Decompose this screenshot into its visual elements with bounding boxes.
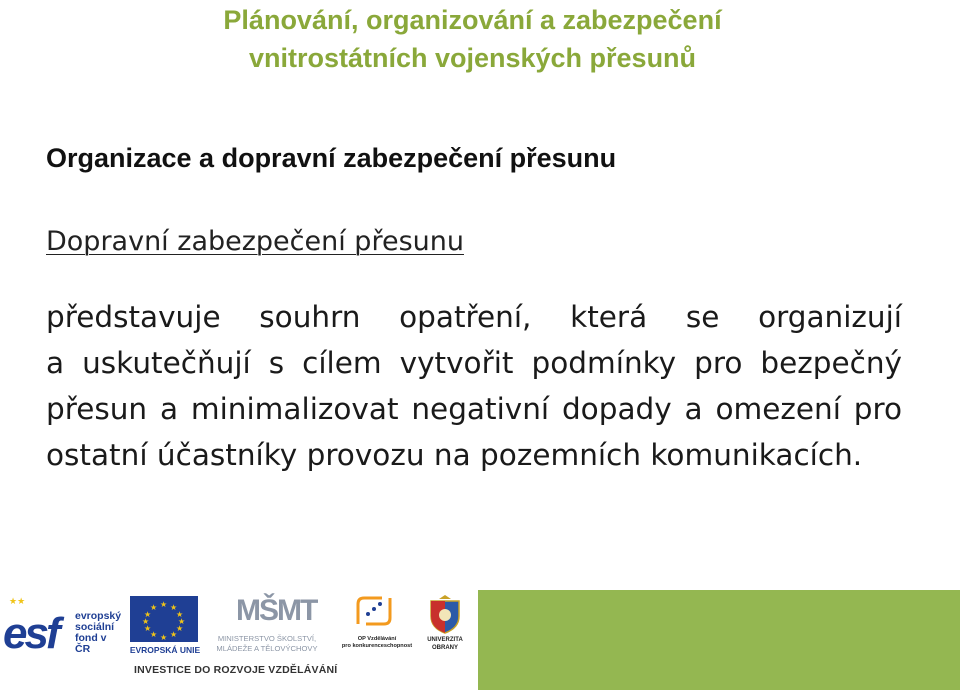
uo-caption-line: UNIVERZITA (427, 637, 463, 643)
eu-flag-icon: ★ ★ ★ ★ ★ ★ ★ ★ ★ ★ ★ ★ (130, 596, 198, 642)
op-logo-icon (354, 594, 394, 628)
slide-title-line-1: Plánování, organizování a zabezpečení (223, 5, 722, 35)
section-heading: Organizace a dopravní zabezpečení přesunu (46, 143, 617, 173)
esf-caption-line: sociální (75, 621, 115, 633)
op-caption-line: OP Vzdělávání (357, 636, 397, 642)
esf-caption-line: fond v ČR (75, 632, 107, 655)
esf-logo (3, 597, 123, 657)
msmt-caption (206, 634, 328, 654)
msmt-caption-line: MLÁDEŽE A TĚLOVÝCHOVY (216, 644, 318, 653)
paragraph-line: ostatní účastníky provozu na pozemních komunikacích. (46, 438, 863, 472)
esf-caption (75, 611, 123, 655)
footer-green-band (478, 590, 960, 690)
msmt-logo-mark: MŠMT (236, 594, 317, 627)
investment-slogan: INVESTICE DO ROZVOJE VZDĚLÁVÁNÍ (134, 664, 338, 676)
op-caption-line: pro konkurenceschopnost (341, 643, 413, 649)
eu-logo (128, 596, 200, 656)
op-vzdelavani-logo (340, 594, 412, 656)
slide-title-line-2: vnitrostátních vojenských přesunů (248, 43, 697, 73)
msmt-logo (206, 594, 328, 656)
paragraph-line: přesun a minimalizovat negativní dopady a omezení pro (46, 392, 902, 426)
eu-caption: EVROPSKÁ UNIE (129, 645, 201, 655)
univerzita-obrany-logo (420, 594, 470, 656)
esf-logo-mark: esf (3, 609, 58, 658)
uo-caption-line: OBRANY (431, 645, 458, 651)
msmt-caption-line: MINISTERSTVO ŠKOLSTVÍ, (217, 634, 317, 643)
definition-paragraph (46, 294, 902, 478)
esf-stars-icon: ★★ (9, 597, 26, 607)
paragraph-line: představuje souhrn opatření, která se organizují (46, 300, 902, 334)
subsection-heading: Dopravní zabezpečení přesunu (46, 226, 464, 257)
uo-caption (420, 636, 470, 652)
shield-icon (428, 594, 462, 634)
paragraph-line: a uskutečňují s cílem vytvořit podmínky pro bezpečný (46, 346, 902, 380)
op-caption (340, 636, 414, 650)
esf-caption-line: evropský (75, 610, 122, 622)
